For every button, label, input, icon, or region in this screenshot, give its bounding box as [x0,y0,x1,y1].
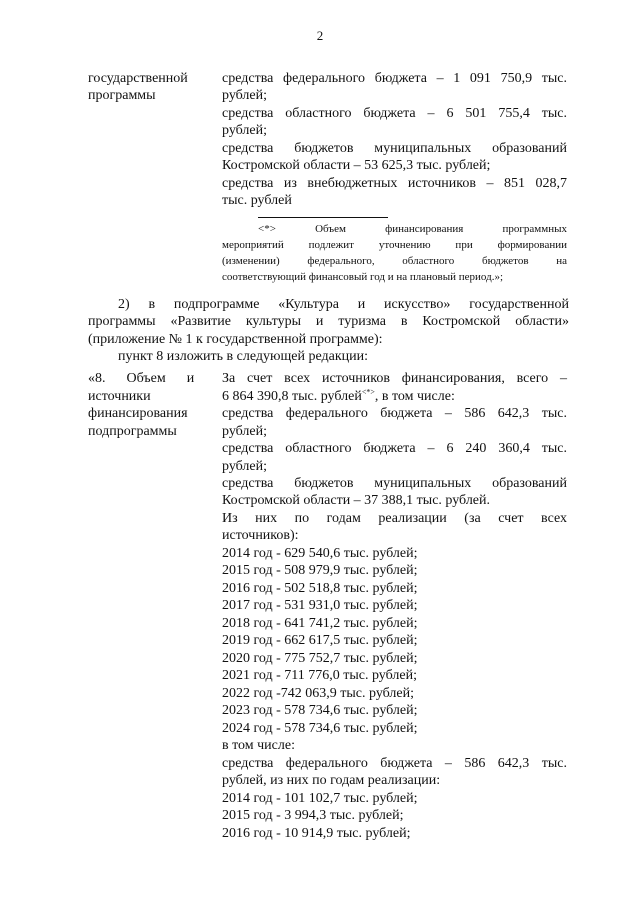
footnote-line: <*> Объем финансирования программных [258,223,567,235]
row2-label-line: источники [88,389,151,404]
row2-value-line: в том числе: [222,738,295,753]
row1-value-line: Костромской области – 53 625,3 тыс. рублей; [222,158,491,173]
year-line: 2024 год - 578 734,6 тыс. рублей; [222,721,418,736]
row2-total-suffix: , в том числе: [374,389,455,404]
paragraph-line: программы «Развитие культуры и туризма в Костромской области» [88,314,569,329]
footnote-line: мероприятий подлежит уточнению при формировании [222,239,567,251]
year-line: 2022 год -742 063,9 тыс. рублей; [222,686,415,701]
footnote-line: соответствующий финансовый год и на плановый период.»; [222,271,504,283]
year-line: 2023 год - 578 734,6 тыс. рублей; [222,703,418,718]
row2-value-line: средства областного бюджета – 6 240 360,4 тыс. [222,441,567,456]
row2-value-line: источников): [222,528,299,543]
paragraph-line: 2) в подпрограмме «Культура и искусство» государственной [118,297,569,312]
row2-value-line: рублей; [222,424,267,439]
footnote-line: (изменении) федерального, областного бюджетов на [222,255,567,267]
year-line: 2017 год - 531 931,0 тыс. рублей; [222,598,418,613]
footnote-separator [258,217,388,218]
row1-value-line: средства бюджетов муниципальных образований [222,141,567,156]
year-line: 2019 год - 662 617,5 тыс. рублей; [222,633,418,648]
row2-value-line: средства федерального бюджета – 586 642,3 тыс. [222,406,567,421]
year-line: 2015 год - 3 994,3 тыс. рублей; [222,808,404,823]
row1-value-line: средства областного бюджета – 6 501 755,4 тыс. [222,106,567,121]
row2-value-line: рублей, из них по годам реализации: [222,773,441,788]
year-line: 2015 год - 508 979,9 тыс. рублей; [222,563,418,578]
page-number: 2 [316,28,324,43]
row2-total-line [222,388,455,405]
row1-label-line: государственной [88,71,188,86]
row1-value-line: средства из внебюджетных источников – 851 028,7 [222,176,567,191]
row1-value-line: рублей; [222,88,267,103]
year-line: 2020 год - 775 752,7 тыс. рублей; [222,651,418,666]
row2-value-line: Костромской области – 37 388,1 тыс. рублей. [222,493,491,508]
paragraph-line: пункт 8 изложить в следующей редакции: [118,349,368,364]
row1-value-line: рублей; [222,123,267,138]
row2-value-line: средства бюджетов муниципальных образований [222,476,567,491]
year-line: 2021 год - 711 776,0 тыс. рублей; [222,668,417,683]
row1-value-line: средства федерального бюджета – 1 091 750,9 тыс. [222,71,567,86]
year-line: 2016 год - 10 914,9 тыс. рублей; [222,826,411,841]
year-line: 2014 год - 101 102,7 тыс. рублей; [222,791,418,806]
row2-total-amount: 6 864 390,8 тыс. рублей [222,389,362,404]
year-line: 2018 год - 641 741,2 тыс. рублей; [222,616,418,631]
row2-value-line: Из них по годам реализации (за счет всех [222,511,567,526]
row2-label-line: «8. Объем и [88,371,195,386]
row2-label-line: финансирования [88,406,188,421]
row2-label-line: подпрограммы [88,424,177,439]
row2-value-line: средства федерального бюджета – 586 642,3 тыс. [222,756,567,771]
row2-value-line: За счет всех источников финансирования, всего – [222,371,567,386]
row1-label-line: программы [88,88,156,103]
year-line: 2014 год - 629 540,6 тыс. рублей; [222,546,418,561]
row1-value-line: тыс. рублей [222,193,292,208]
row2-value-line: рублей; [222,459,267,474]
footnote-marker: <*> [361,387,375,397]
year-line: 2016 год - 502 518,8 тыс. рублей; [222,581,418,596]
paragraph-line: (приложение № 1 к государственной программе): [88,332,383,347]
